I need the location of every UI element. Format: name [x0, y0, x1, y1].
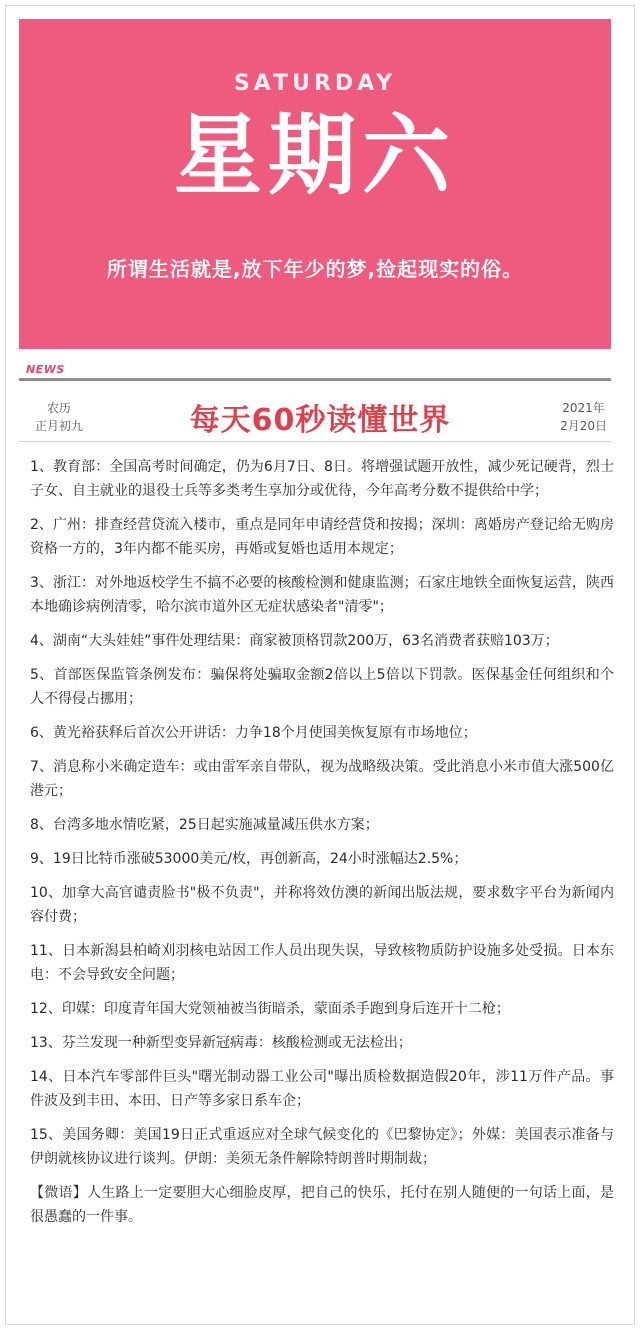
weekday-english: SATURDAY [233, 71, 397, 96]
banner-motto: 所谓生活就是,放下年少的梦,捡起现实的俗。 [106, 257, 524, 281]
news-item: 8、台湾多地水情吃紧，25日起实施减量减压供水方案； [30, 817, 379, 833]
lunar-day: 正月初九 [35, 419, 84, 433]
header-divider [19, 378, 611, 381]
news-item: 3、浙江：对外地返校学生不搞不必要的核酸检测和健康监测；石家庄地铁全面恢复运营，陕西本地确诊病例清零，哈尔滨市道外区无症状感染者"清零"； [30, 575, 614, 615]
weekday-chinese: 星期六 [173, 104, 456, 207]
news-list [30, 455, 614, 1239]
masthead-divider [19, 441, 611, 442]
news-item: 14、日本汽车零部件巨头"曙光制动器工业公司"曝出质检数据造假20年，涉11万件产品。事件波及到丰田、本田、日产等多家日系车企； [30, 1069, 614, 1109]
news-item: 2、广州：排查经营贷流入楼市，重点是同年申请经营贷和按揭；深圳：离婚房产登记给无购房资格一方的，3年内都不能买房，再婚或复婚也适用本规定； [30, 517, 614, 557]
lunar-label: 农历 [47, 401, 72, 415]
news-item: 13、芬兰发现一种新型变异新冠病毒：核酸检测或无法检出； [30, 1035, 412, 1051]
date-day: 2月20日 [560, 419, 607, 433]
news-label: NEWS [26, 363, 65, 376]
news-item: 1、教育部：全国高考时间确定，仍为6月7日、8日。将增强试题开放性，减少死记硬背，烈士子女、自主就业的退役士兵等多类考生享加分或优待，今年高考分数不提供给中学； [30, 459, 614, 499]
news-item: 7、消息称小米确定造车：或由雷军亲自带队，视为战略级决策。受此消息小米市值大涨500亿港元； [30, 759, 614, 799]
news-item: 12、印媒：印度青年国大党领袖被当街暗杀，蒙面杀手跑到身后连开十二枪； [30, 1001, 510, 1017]
news-item: 9、19日比特币涨破53000美元/枚，再创新高，24小时涨幅达2.5%； [30, 851, 468, 867]
gregorian-date [560, 399, 607, 435]
news-item: 5、首部医保监管条例发布：骗保将处骗取金额2倍以上5倍以下罚款。医保基金任何组织和个人不得侵占挪用； [30, 667, 614, 707]
date-year: 2021年 [562, 401, 605, 415]
daily-quote: 【微语】人生路上一定要胆大心细脸皮厚，把自己的快乐，托付在别人随便的一句话上面，是很愚蠢的一件事。 [30, 1185, 614, 1225]
news-item: 15、美国务卿：美国19日正式重返应对全球气候变化的《巴黎协定》；外媒：美国表示准备与伊朗就核协议进行谈判。伊朗：美须无条件解除特朗普时期制裁； [30, 1127, 614, 1167]
header-banner [19, 19, 611, 349]
news-item: 6、黄光裕获释后首次公开讲话：力争18个月使国美恢复原有市场地位； [30, 725, 477, 741]
news-item: 11、日本新潟县柏崎刈羽核电站因工作人员出现失误，导致核物质防护设施多处受损。日本东电：不会导致安全问题； [30, 943, 614, 983]
masthead-title: 每天60秒读懂世界 [189, 403, 451, 438]
news-item: 4、湖南“大头娃娃”事件处理结果：商家被顶格罚款200万，63名消费者获赔103万； [30, 633, 559, 649]
news-item: 10、加拿大高官谴责脸书"极不负责"，并称将效仿澳的新闻出版法规，要求数字平台为新闻内容付费； [30, 885, 614, 925]
